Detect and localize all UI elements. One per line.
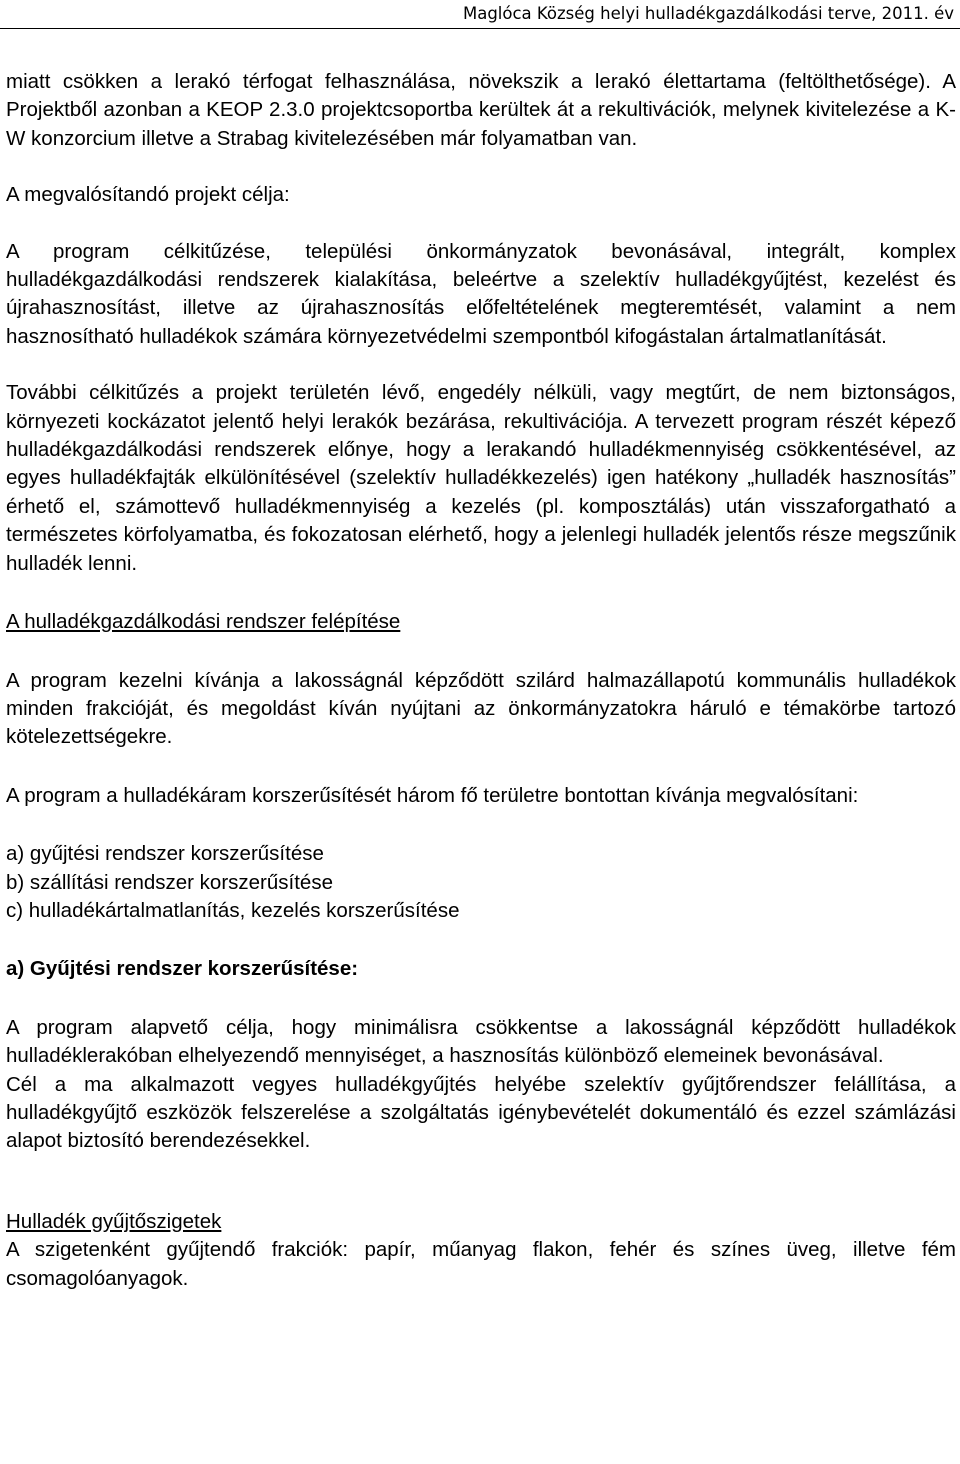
list-item: a) gyűjtési rendszer korszerűsítése — [6, 842, 324, 866]
heading-collection-system: a) Gyűjtési rendszer korszerűsítése: — [6, 957, 359, 981]
list-item: c) hulladékártalmatlanítás, kezelés korszerűsítése — [6, 898, 460, 922]
paragraph-program-handles: A program kezelni kívánja a lakosságnál képződött szilárd halmazállapotú kommunális hulladékok minden frakcióját, és megoldást kíván nyújtani az önkormányzatokra háruló e témakörbe tartozó kötelezettségekre. — [6, 668, 956, 749]
heading-system-structure: A hulladékgazdálkodási rendszer felépítése — [6, 610, 401, 634]
paragraph-continuation: miatt csökken a lerakó térfogat felhasználása, növekszik a lerakó élettartama (feltölthetősége). A Projektből azonban a KEOP 2.3.0 projektcsoportba kerültek át a rekultivációk, melynek kivitelezése a K-W konzorcium illetve a Strabag kivitelezésében már folyamatban van. — [6, 70, 956, 150]
paragraph-three-areas: A program a hulladékáram korszerűsítését három fő területre bontottan kívánja megvalósítani: — [6, 783, 859, 807]
paragraph-selective-collection: Cél a ma alkalmazott vegyes hulladékgyűjtés helyébe szelektív gyűjtőrendszer felállítása, a hulladékgyűjtő eszközök felszerelése a szolgáltatás igénybevételét dokumentáló és ezzel számlázási alapot biztosító berendezésekkel. — [6, 1072, 956, 1153]
header-rule — [0, 28, 960, 29]
list-item: b) szállítási rendszer korszerűsítése — [6, 870, 333, 894]
heading-project-goal: A megvalósítandó projekt célja: — [6, 183, 290, 207]
heading-collection-islands: Hulladék gyűjtőszigetek — [6, 1209, 222, 1233]
paragraph-basic-goal: A program alapvető célja, hogy minimálisra csökkentse a lakosságnál képződött hulladékok hulladéklerakóban elhelyezendő mennyiséget, a hasznosítás különböző elemeinek bevonásával. — [6, 1015, 956, 1068]
area-list — [6, 840, 956, 925]
paragraph-program-goal: A program célkitűzése, települési önkormányzatok bevonásával, integrált, komplex hulladékgazdálkodási rendszerek kialakítása, beleértve a szelektív hulladékgyűjtést, kezelést és újrahasznosítást, illetve az újrahasznosítás előfeltételének megteremtését, valamint a nem hasznosítható hulladékok számára környezetvédelmi szempontból kifogástalan ártalmatlanítását. — [6, 239, 956, 348]
header-title: Maglóca Község helyi hulladékgazdálkodási terve, 2011. év — [462, 4, 954, 23]
page-header — [0, 0, 960, 28]
paragraph-further-goal: További célkitűzés a projekt területén lévő, engedély nélküli, vagy megtűrt, de nem biztonságos, környezeti kockázatot jelentő helyi lerakók bezárása, rekultivációja. A tervezett program részét képező hulladékgazdálkodási rendszerek előnye, hogy a lerakandó hulladékmennyiség csökkentésével, az egyes hulladékfajták elkülönítésével (szelektív hulladékkezelés) igen hatékony „hulladék hasznosítás” érhető el, számottevő hulladékmennyiség a kezelés (pl. komposztálás) után visszaforgatható a természetes körfolyamatba, és fokozatosan elérhető, hogy a jelenlegi hulladék jelentős része megszűnik hulladék lenni. — [6, 381, 956, 575]
paragraph-island-fractions: A szigetenként gyűjtendő frakciók: papír, műanyag flakon, fehér és színes üveg, illetve fém csomagolóanyagok. — [6, 1238, 956, 1290]
document-body — [6, 68, 956, 1293]
